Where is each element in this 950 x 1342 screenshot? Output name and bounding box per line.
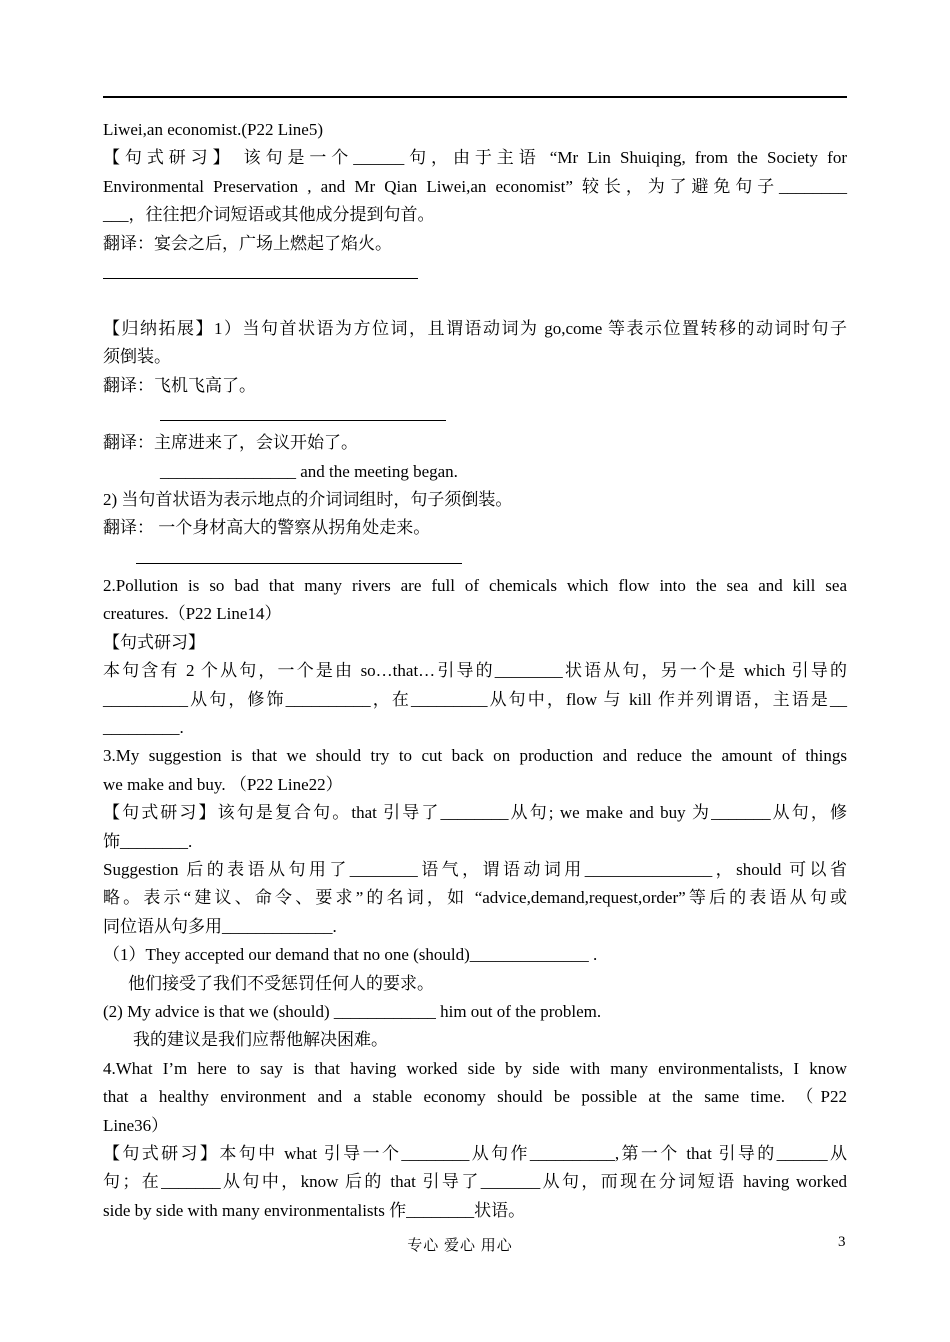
text-line: 【句式研习】本句中 what 引导一个________从句作__________,第一个 that 引导的______从 xyxy=(103,1144,847,1163)
header-rule xyxy=(103,96,847,98)
text-line: 【句式研习】 该句是一个______句，由于主语 “Mr Lin Shuiqing, from the Society for xyxy=(103,148,847,168)
text-line: ________________ and the meeting began. xyxy=(160,461,458,481)
text-line: 4.What I’m here to say is that having worked side by side with many environmentalists, I know xyxy=(103,1058,847,1078)
text-line: 翻译：飞机飞高了。 xyxy=(103,375,256,395)
text-line: 翻译：主席进来了，会议开始了。 xyxy=(103,433,358,453)
document-body xyxy=(103,116,847,1225)
text-line: 本句含有 2 个从句，一个是由 so…that…引导的________状语从句，另一个是 which 引导的 xyxy=(103,661,847,681)
text-line: 翻译：宴会之后，广场上燃起了焰火。 xyxy=(103,233,392,253)
text-line: 【句式研习】 xyxy=(103,632,205,652)
text-line: _________. xyxy=(103,717,184,737)
text-line: Suggestion 后的表语从句用了________语气，谓语动词用_______________，should 可以省 xyxy=(103,859,847,879)
text-line: （1）They accepted our demand that no one (should)______________ . xyxy=(103,945,598,965)
text-line: 同位语从句多用_____________. xyxy=(103,916,337,936)
text-line: 饰________. xyxy=(103,831,193,851)
text-line: 翻译： 一个身材高大的警察从拐角处走来。 xyxy=(103,518,431,538)
text-line: 3.My suggestion is that we should try to cut back on production and reduce the amount of things xyxy=(103,746,847,766)
text-line: Environmental Preservation , and Mr Qian Liwei,an economist” 较长，为了避免句子________ xyxy=(103,176,847,196)
text-line: 略。表示“建议、命令、要求”的名词，如 “advice,demand,request,order”等后的表语从句或 xyxy=(103,888,847,908)
text-line: 句；在_______从句中，know 后的 that 引导了_______从句，而现在分词短语 having worked xyxy=(103,1172,847,1192)
text-line: 须倒装。 xyxy=(103,347,171,367)
text-line: 他们接受了我们不受惩罚任何人的要求。 xyxy=(128,973,434,993)
footer-motto: 专心 爱心 用心 xyxy=(407,1238,513,1254)
text-line: creatures.（P22 Line14） xyxy=(103,604,282,624)
text-line: 2) 当句首状语为表示地点的介词词组时，句子须倒装。 xyxy=(103,490,513,510)
answer-blank-line xyxy=(136,549,462,564)
page-number: 3 xyxy=(838,1234,846,1250)
text-line: (2) My advice is that we (should) ____________ him out of the problem. xyxy=(103,1001,602,1021)
answer-blank-line xyxy=(160,406,446,421)
text-line: 2.Pollution is so bad that many rivers are full of chemicals which flow into the sea and kill sea xyxy=(103,575,847,595)
text-line: that a healthy environment and a stable economy should be possible at the same time. （P22 xyxy=(103,1087,847,1107)
text-line: 【归纳拓展】1）当句首状语为方位词，且谓语动词为 go,come 等表示位置转移的动词时句子 xyxy=(103,319,847,339)
text-line: ___，往往把介词短语或其他成分提到句首。 xyxy=(103,205,435,225)
text-line: 【句式研习】该句是复合句。that 引导了________从句; we make and buy 为_______从句，修 xyxy=(103,803,847,823)
text-line: Line36） xyxy=(103,1115,169,1135)
text-line: __________从句，修饰__________，在_________从句中，flow 与 kill 作并列谓语，主语是__ xyxy=(103,689,847,709)
text-line: Liwei,an economist.(P22 Line5) xyxy=(103,120,324,139)
answer-blank-line xyxy=(103,264,418,279)
text-line: we make and buy. （P22 Line22） xyxy=(103,774,343,794)
text-line: 我的建议是我们应帮他解决困难。 xyxy=(133,1030,388,1050)
text-line: side by side with many environmentalists 作________状语。 xyxy=(103,1200,526,1220)
